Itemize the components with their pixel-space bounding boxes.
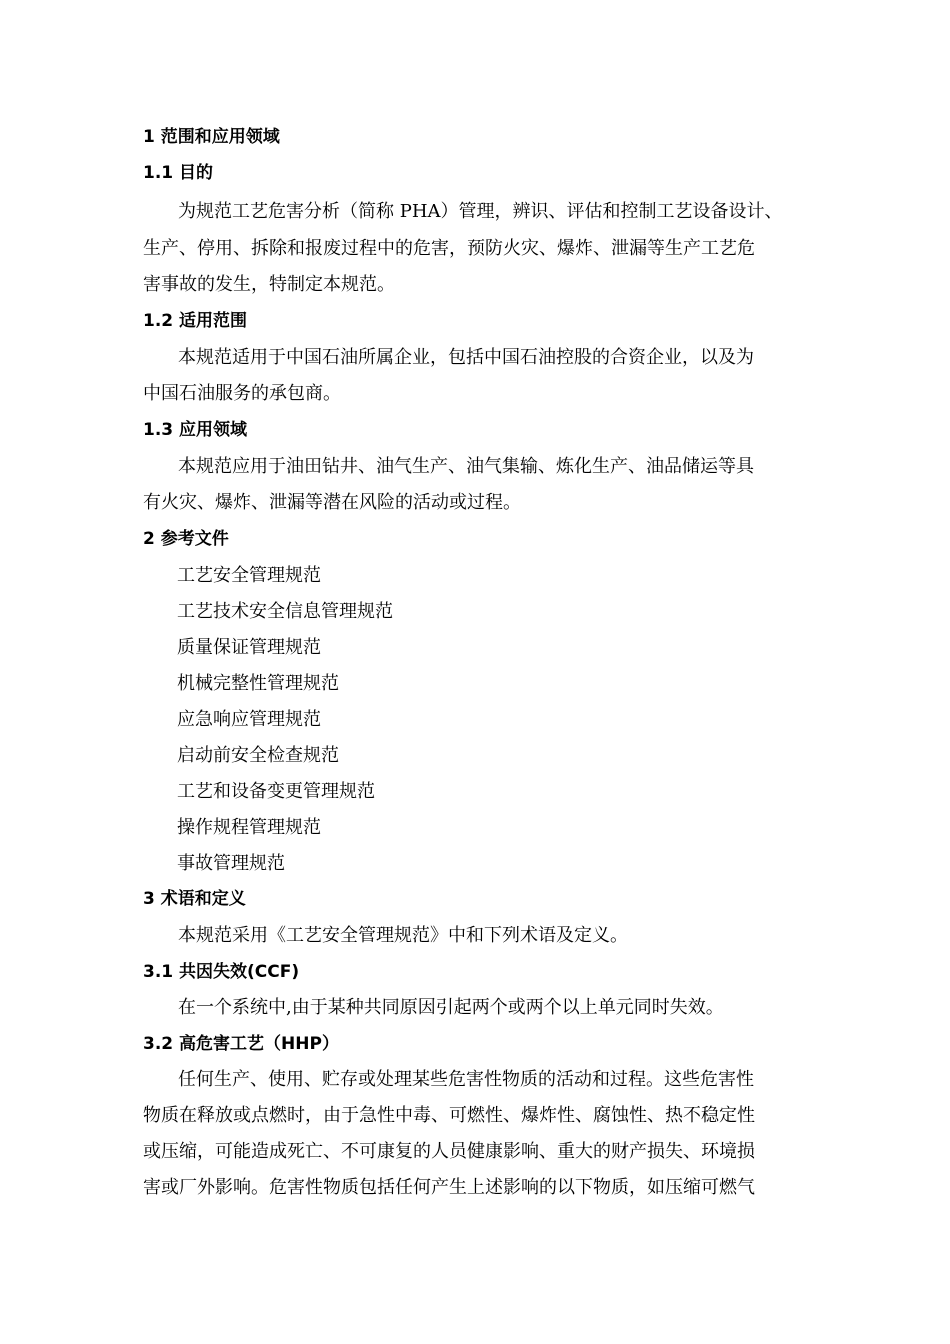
section-1-3-line-1: 本规范应用于油田钻井、油气生产、油气集输、炼化生产、油品储运等具 — [178, 456, 754, 477]
section-1-1-line-2: 生产、停用、拆除和报废过程中的危害，预防火灾、爆炸、泄漏等生产工艺危 — [143, 238, 755, 259]
section-1-heading: 1 范围和应用领域 — [143, 127, 280, 147]
section-1-2-heading: 1.2 适用范围 — [143, 311, 248, 331]
section-3-2-line-3: 或压缩，可能造成死亡、不可康复的人员健康影响、重大的财产损失、环境损 — [143, 1141, 755, 1162]
section-3-line-1: 本规范采用《工艺安全管理规范》中和下列术语及定义。 — [178, 925, 628, 946]
section-1-3-line-2: 有火灾、爆炸、泄漏等潜在风险的活动或过程。 — [143, 492, 521, 513]
section-1-1-heading: 1.1 目的 — [143, 163, 214, 183]
reference-item: 质量保证管理规范 — [177, 637, 321, 658]
section-3-1-line-1: 在一个系统中,由于某种共同原因引起两个或两个以上单元同时失效。 — [178, 997, 724, 1018]
reference-item: 操作规程管理规范 — [177, 817, 321, 838]
reference-item: 工艺技术安全信息管理规范 — [177, 601, 393, 622]
section-1-3-heading: 1.3 应用领域 — [143, 420, 248, 440]
section-3-2-line-1: 任何生产、使用、贮存或处理某些危害性物质的活动和过程。这些危害性 — [178, 1069, 754, 1090]
reference-item: 启动前安全检查规范 — [177, 745, 339, 766]
section-2-heading: 2 参考文件 — [143, 529, 229, 549]
section-1-1-line-3: 害事故的发生，特制定本规范。 — [143, 274, 395, 295]
section-3-2-line-4: 害或厂外影响。危害性物质包括任何产生上述影响的以下物质，如压缩可燃气 — [143, 1177, 755, 1198]
section-3-heading: 3 术语和定义 — [143, 889, 246, 909]
reference-item: 应急响应管理规范 — [177, 709, 321, 730]
section-1-1-line-1: 为规范工艺危害分析（简称 PHA）管理，辨识、评估和控制工艺设备设计、 — [178, 201, 783, 222]
reference-item: 机械完整性管理规范 — [177, 673, 339, 694]
section-1-2-line-1: 本规范适用于中国石油所属企业，包括中国石油控股的合资企业，以及为 — [178, 347, 754, 368]
section-3-2-line-2: 物质在释放或点燃时，由于急性中毒、可燃性、爆炸性、腐蚀性、热不稳定性 — [143, 1105, 755, 1126]
reference-item: 工艺安全管理规范 — [177, 565, 321, 586]
section-3-1-heading: 3.1 共因失效(CCF) — [143, 962, 300, 982]
reference-item: 事故管理规范 — [177, 853, 285, 874]
section-3-2-heading: 3.2 高危害工艺（HHP） — [143, 1034, 339, 1054]
section-1-2-line-2: 中国石油服务的承包商。 — [143, 383, 341, 404]
reference-item: 工艺和设备变更管理规范 — [177, 781, 375, 802]
